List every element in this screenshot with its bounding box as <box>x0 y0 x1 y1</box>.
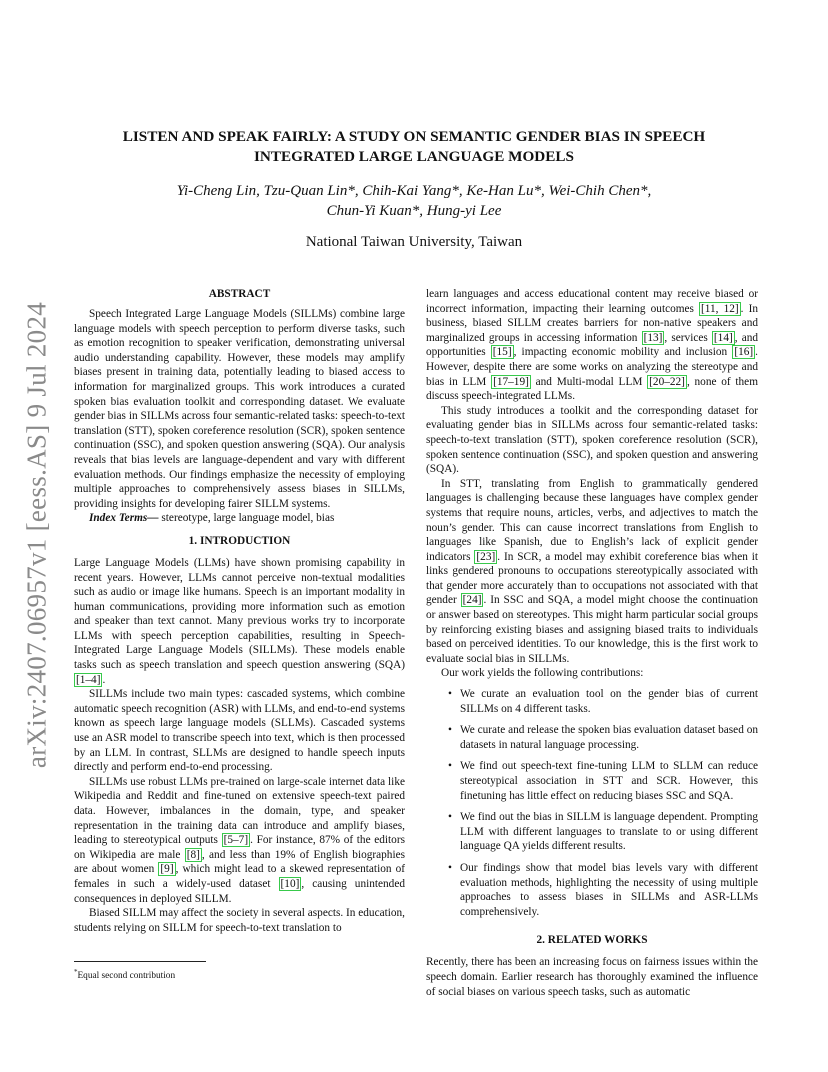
abstract-text: Speech Integrated Large Language Models (SILLMs) combine large language models with speech perception to perform diverse tasks, such as emotion recognition to speaker verification, demonstrating universal audio understanding capability. However, these models may amplify biases present in training data, potentially leading to biased access to information for marginalized groups. This work introduces a curated spoken bias evaluation toolkit and corresponding dataset. We evaluate gender bias in SILLMs across four semantic-related tasks: speech-to-text translation (STT), spoken coreference resolution (SCR), spoken sentence continuation (SSC), and spoken question answering (SQA). Our analysis reveals that bias levels are language-dependent and vary with different evaluation methods. Our findings emphasize the necessity of employing multiple approaches to comprehensively assess biases in SILLMs, providing insights for developing fairer SILLM systems. <box>74 308 405 510</box>
intro-paragraph-2: SILLMs include two main types: cascaded systems, which combine automatic speech recognition (ASR) with LLMs, and end-to-end systems known as speech large language models (SLLMs). Cascaded systems use an ASR model to transcribe speech into text, which is then processed by an LLM. In contrast, SLLMs are designed to handle speech inputs directly and perform end-to-end processing. <box>74 688 405 774</box>
right-p1-text-h: , none of them discuss speech-integrated LLMs. <box>426 375 758 403</box>
right-p1-text-d: , and opportunities <box>426 331 759 359</box>
intro-paragraph-1 <box>74 556 405 687</box>
right-column <box>426 287 758 999</box>
contributions-intro: Our work yields the following contributions: <box>441 667 644 680</box>
citation-link[interactable]: [1–4] <box>76 673 101 686</box>
intro-paragraph-4: Biased SILLM may affect the society in several aspects. In education, students relying on SILLM for speech-to-text translation to <box>74 907 405 934</box>
contribution-item: • Our findings show that model bias levels vary with different evaluation methods, highlighting the necessity of using multiple approaches to assess biases in SILLMs and ASR-LLMs comprehensively. <box>426 861 758 919</box>
arxiv-identifier[interactable] <box>20 300 54 770</box>
intro-p3-text-c: , and less than 19% of English biographies are about women <box>74 848 405 876</box>
intro-p1-text-b: . <box>102 673 106 686</box>
footnote-text <box>74 968 176 982</box>
citation-link[interactable]: [11, 12] <box>701 302 739 315</box>
right-p1-text-g: and Multi-modal LLM <box>530 375 648 388</box>
right-p3-text-b: . In SCR, a model may exhibit coreference bias when it links gendered pronouns to occupations stereotypically associated with that gender more accurately than to occupations not associated with that gender <box>426 550 759 607</box>
contribution-item: • We find out speech-text fine-tuning LLM to SLLM can reduce stereotypical association in STT and SCR. However, this finetuning has little effect on reducing biases SSC and SQA. <box>426 759 758 803</box>
right-p1-text-c: , services <box>664 331 712 344</box>
right-p1-text-e: , impacting economic mobility and inclusion <box>513 346 733 359</box>
contribution-item: • We find out the bias in SILLM is language dependent. Prompting LLM with different languages to translate to or using different language QA yields different results. <box>426 810 758 854</box>
contribution-item: • We curate and release the spoken bias evaluation dataset based on datasets in natural language processing. <box>426 723 758 752</box>
citation-link[interactable]: [9] <box>160 863 174 876</box>
introduction-heading: 1. INTRODUCTION <box>188 534 291 547</box>
right-paragraph-3 <box>426 477 758 667</box>
citation-link[interactable]: [17–19] <box>493 375 529 388</box>
related-works-paragraph: Recently, there has been an increasing focus on fairness issues within the speech domain. Earlier research has thoroughly examined the influence of social biases on various speech tasks, such as automatic <box>426 956 758 998</box>
citation-link[interactable]: [16] <box>734 346 754 359</box>
intro-p1-text-a: Large Language Models (LLMs) have shown promising capability in recent years. However, LLMs cannot perceive non-textual modalities such as audio or image like humans. Speech is an important modality in human communications, providing more information such as emotion and speaker than text cannot. Many previous works try to incorporate LLMs with speech perception capabilities, resulting in Speech-Integrated Large Language Models (SILLMs). These models enable tasks such as speech translation and speech question answering (SQA) <box>74 556 405 672</box>
intro-p3-text-a: SILLMs use robust LLMs pre-trained on large-scale internet data like Wikipedia and Reddit and fine-tuned on extensive speech-text paired data. However, imbalances in the domain, type, and speaker representation in the training data can introduce and amplify biases, leading to stereotypical outputs <box>74 775 405 847</box>
right-paragraph-2: This study introduces a toolkit and the corresponding dataset for evaluating gender bias in SILLMs across four semantic-related tasks: speech-to-text translation (STT), spoken coreference resolution (SCR), spoken sentence continuation (SSC), and spoken question and answering (SQA). <box>426 404 758 476</box>
arxiv-identifier-text: arXiv:2407.06957v1 [eess.AS] 9 Jul 2024 <box>21 301 52 769</box>
intro-p3-text-b: . For instance, 87% of the editors on Wikipedia are male <box>74 834 405 861</box>
index-terms-text: stereotype, large language model, bias <box>158 512 335 525</box>
footnote-rule <box>74 961 206 962</box>
author-line-1: Yi-Cheng Lin, Tzu-Quan Lin*, Chih-Kai Yang*, Ke-Han Lu*, Wei-Chih Chen*, <box>176 183 652 199</box>
right-p1-text-f: . However, despite there are some works on analyzing the stereotype and bias in LLM <box>426 346 758 388</box>
citation-link[interactable]: [5–7] <box>223 834 249 847</box>
footnote <box>74 961 405 982</box>
left-column <box>74 287 405 935</box>
related-works-heading: 2. RELATED WORKS <box>536 934 648 947</box>
index-terms <box>74 511 405 526</box>
right-p3-text-c: . In SSC and SQA, a model might choose the continuation or answer based on stereotypes. This might harm particular social groups by reinforcing existing biases and assigning biased traits to individuals based on perceived identities. To our knowledge, this is the first work to evaluate social bias in SILLMs. <box>426 594 758 665</box>
affiliation: National Taiwan University, Taiwan <box>305 234 523 250</box>
right-paragraph-1 <box>426 287 758 404</box>
paper-title: LISTEN AND SPEAK FAIRLY: A STUDY ON SEMANTIC GENDER BIAS IN SPEECH INTEGRATED LARGE LANGUAGE MODELS <box>122 128 706 165</box>
intro-p3-text-d: , which might lead to a skewed representation of females in such a widely-used dataset <box>74 863 406 890</box>
right-p1-text-a: learn languages and access educational content may receive biased or incorrect information, impacting their learning outcomes <box>426 288 758 315</box>
footnote-mark: * <box>74 968 78 976</box>
footnote-body: Equal second contribution <box>77 971 176 982</box>
citation-link[interactable]: [8] <box>186 848 200 861</box>
author-list <box>88 181 740 221</box>
citation-link[interactable]: [20–22] <box>649 375 685 388</box>
index-terms-label: Index Terms— <box>89 512 159 525</box>
right-p3-text-a: In STT, translating from English to grammatically gendered languages is challenging because these languages have complex gender systems that require nouns, articles, verbs, and adjectives to match the noun’s gender. This can cause incorrect translations from English to languages like Spanish, due to English’s lack of explicit gender indicators <box>426 477 758 563</box>
citation-link[interactable]: [15] <box>492 346 512 359</box>
citation-link[interactable]: [13] <box>643 331 663 344</box>
citation-link[interactable]: [23] <box>476 550 496 563</box>
right-p1-text-b: . In business, biased SILLM creates barriers for non-native speakers and marginalized groups in accessing information <box>426 302 758 344</box>
abstract-heading: ABSTRACT <box>208 288 271 300</box>
citation-link[interactable]: [14] <box>713 331 733 344</box>
contributions-list <box>426 687 758 919</box>
intro-p3-text-e: , causing unintended consequences in deployed SILLM. <box>74 877 405 905</box>
contribution-item: • We curate an evaluation tool on the gender bias of current SILLMs on 4 different tasks. <box>426 687 758 716</box>
citation-link[interactable]: [24] <box>462 594 482 607</box>
author-line-2: Chun-Yi Kuan*, Hung-yi Lee <box>326 203 502 219</box>
citation-link[interactable]: [10] <box>280 877 300 890</box>
intro-paragraph-3 <box>74 775 405 906</box>
